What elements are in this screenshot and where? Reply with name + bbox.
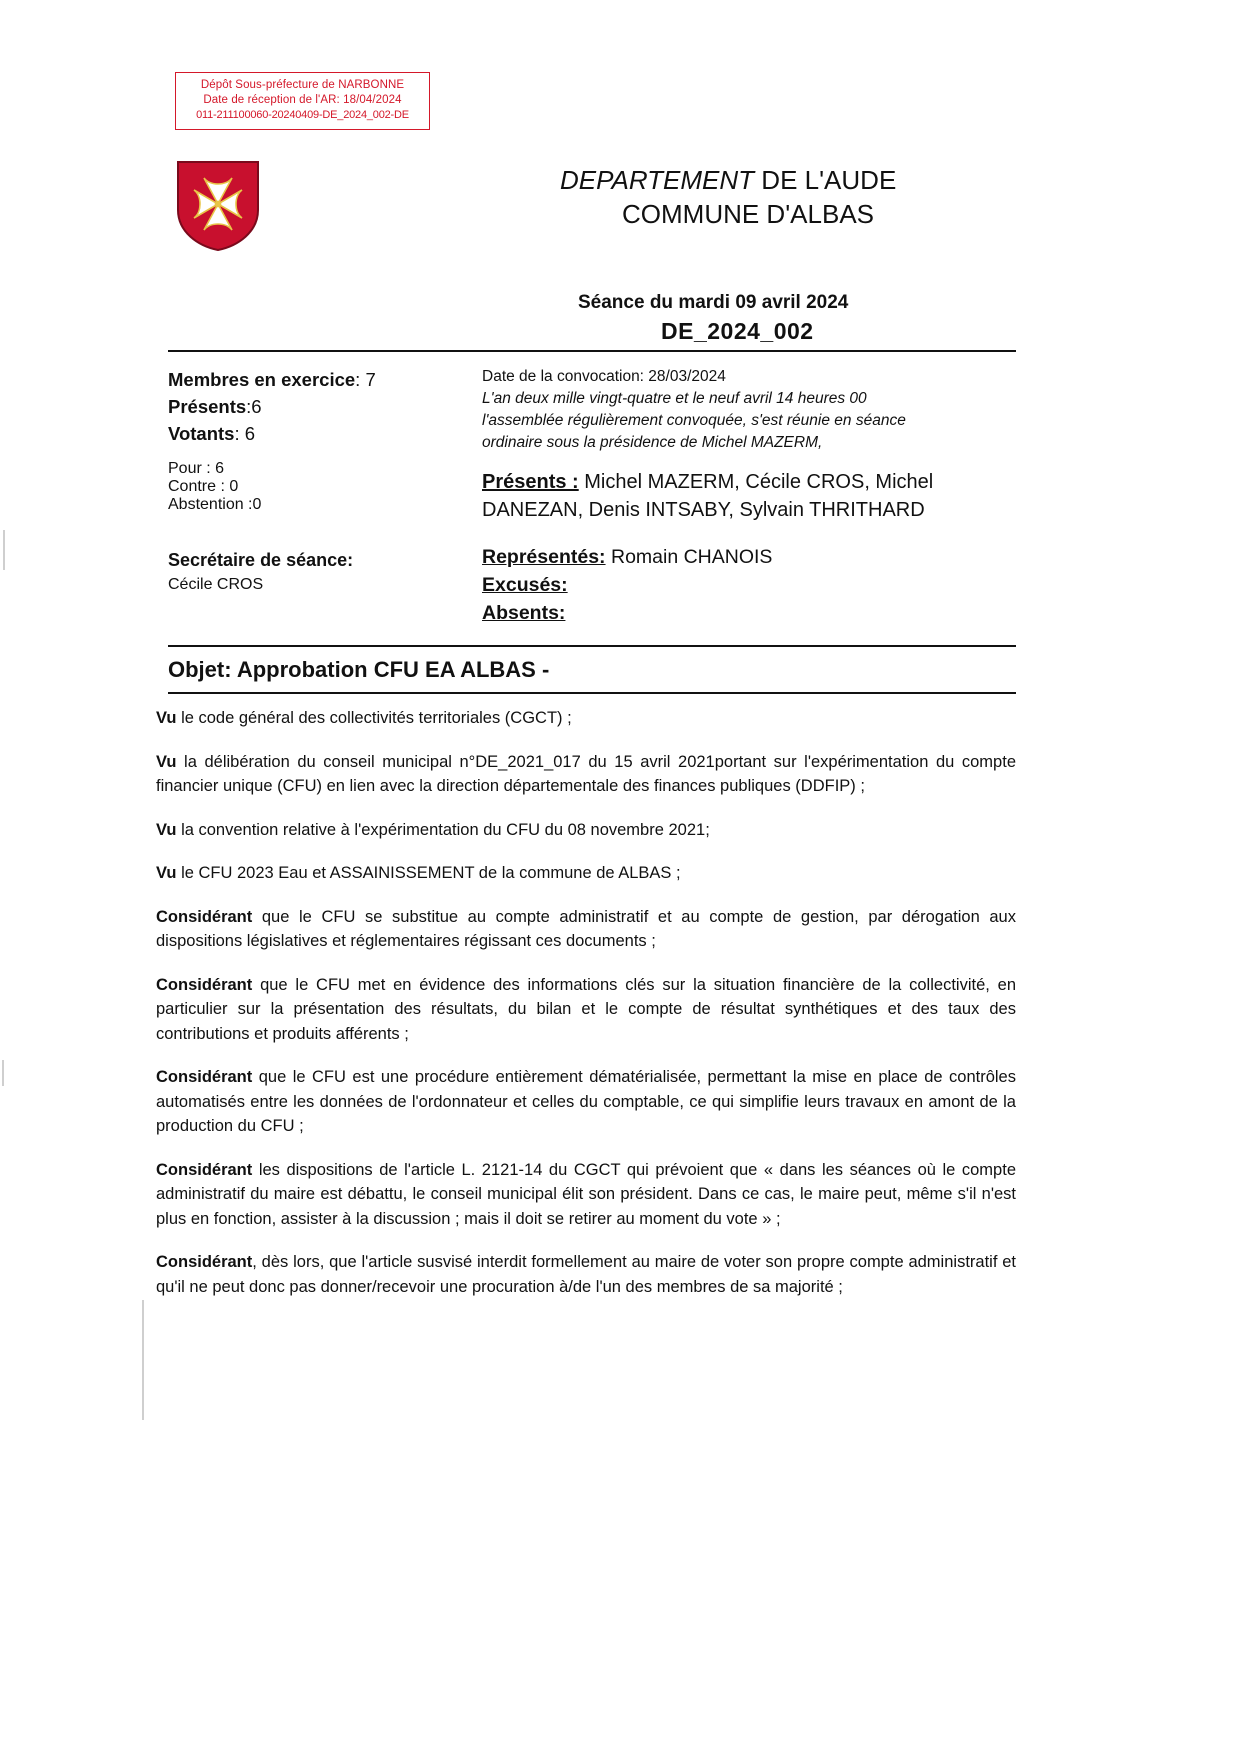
paragraph-text: la convention relative à l'expérimentation du CFU du 08 novembre 2021; (176, 820, 710, 839)
secretary-label: Secrétaire de séance: (168, 550, 354, 570)
paragraph-lead: Considérant (156, 907, 253, 926)
excuses-row (482, 571, 1022, 599)
membres-label: Membres en exercice (168, 369, 356, 390)
paragraph-lead: Vu (156, 709, 177, 727)
membres-en-exercice (168, 366, 468, 393)
divider-objet-bottom (168, 692, 1016, 694)
membres-value: : 7 (355, 369, 376, 390)
scan-artifact (3, 530, 5, 570)
presents-value: :6 (246, 396, 262, 417)
department-word-italic: DEPARTEMENT (560, 165, 755, 195)
representation-block (482, 543, 1022, 627)
session-date: Séance du mardi 09 avril 2024 (578, 292, 849, 313)
paragraph (156, 973, 1016, 1047)
presents-list-block (482, 468, 1027, 524)
paragraph (156, 1065, 1016, 1139)
paragraph (156, 861, 1016, 886)
session-intro-line-2: l'assemblée régulièrement convoquée, s'est réunie en séance (482, 412, 906, 429)
deliberation-number: DE_2024_002 (661, 318, 814, 344)
paragraph-lead: Vu (156, 752, 177, 771)
votants-label: Votants (168, 423, 235, 444)
paragraph (156, 750, 1016, 799)
paragraph (156, 905, 1016, 954)
representes-row (482, 543, 1022, 571)
absents-label: Absents: (482, 602, 566, 624)
presents-list-label: Présents : (482, 471, 579, 493)
paragraph-text: , dès lors, que l'article susvisé interdit formellement au maire de voter son propre compte administratif et qu'il ne peut donc pas donner/recevoir une procuration à/de l'un des membres de sa majorité ; (156, 1253, 1016, 1296)
presents-list-names: Michel MAZERM, Cécile CROS, Michel DANEZAN, Denis INTSABY, Sylvain THRITHARD (482, 471, 934, 521)
convocation-block (482, 366, 1022, 454)
convocation-date: Date de la convocation: 28/03/2024 (482, 368, 726, 385)
representes-label: Représentés: (482, 546, 606, 568)
absents-row (482, 599, 1022, 627)
vote-abstention: Abstention :0 (168, 496, 262, 513)
paragraph-text: le code général des collectivités territoriales (CGCT) ; (176, 709, 572, 727)
page-title: Objet: Approbation CFU EA ALBAS - (168, 657, 550, 682)
paragraph-lead: Vu (156, 820, 177, 839)
paragraph-lead: Considérant (156, 975, 253, 994)
scan-artifact (142, 1300, 144, 1420)
votants-value: : 6 (234, 423, 256, 444)
deposit-stamp (175, 72, 430, 130)
presents-label: Présents (168, 396, 247, 417)
paragraph-lead: Considérant (156, 1160, 253, 1179)
stamp-line-3: 011-211100060-20240409-DE_2024_002-DE (196, 109, 409, 121)
representes-names: Romain CHANOIS (605, 546, 773, 568)
vote-contre: Contre : 0 (168, 478, 239, 495)
paragraph-text: la délibération du conseil municipal n°DE_2021_017 du 15 avril 2021portant sur l'expérimentation du compte financier unique (CFU) en lien avec la direction départementale des finances publiques (DDFIP) ; (156, 752, 1016, 795)
coat-of-arms-icon (176, 160, 260, 252)
scan-artifact (2, 1060, 4, 1086)
deliberation-body (156, 706, 1016, 1318)
commune-title: COMMUNE D'ALBAS (622, 199, 875, 229)
paragraph-text: que le CFU met en évidence des informations clés sur la situation financière de la collectivité, en particulier sur la présentation des résultats, du bilan et le compte de résultat synthétiques et des taux des contributions et produits afférents ; (156, 975, 1016, 1043)
paragraph (156, 1158, 1016, 1232)
paragraph (156, 706, 1016, 731)
paragraph-text: que le CFU est une procédure entièrement dématérialisée, permettant la mise en place de contrôles automatisés entre les données de l'ordonnateur et celles du comptable, ce qui simplifie leurs travaux en amont de la production du CFU ; (156, 1068, 1016, 1135)
paragraph-lead: Considérant (156, 1253, 253, 1271)
stamp-line-1: Dépôt Sous-préfecture de NARBONNE (200, 79, 405, 91)
stamp-line-2: Date de réception de l'AR: 18/04/2024 (203, 94, 402, 106)
department-word-rest: DE L'AUDE (754, 165, 897, 195)
vote-tally (168, 460, 261, 514)
vote-pour: Pour : 6 (168, 460, 225, 477)
paragraph (156, 1250, 1016, 1299)
votants-count (168, 420, 468, 447)
department-title (560, 163, 896, 197)
session-intro-line-3: ordinaire sous la présidence de Michel MAZERM, (482, 434, 823, 451)
secretary-name: Cécile CROS (168, 576, 264, 593)
paragraph (156, 818, 1016, 843)
paragraph-text: le CFU 2023 Eau et ASSAINISSEMENT de la commune de ALBAS ; (176, 864, 681, 882)
paragraph-lead: Vu (156, 864, 177, 882)
secretary-block (168, 550, 353, 594)
session-intro-line-1: L'an deux mille vingt-quatre et le neuf avril 14 heures 00 (482, 390, 867, 407)
excuses-label: Excusés: (482, 574, 568, 596)
divider-top (168, 350, 1016, 352)
attendance-summary (168, 366, 468, 447)
divider-objet-top (168, 645, 1016, 647)
paragraph-text: que le CFU se substitue au compte administratif et au compte de gestion, par dérogation aux dispositions législatives et réglementaires régissant ces documents ; (156, 907, 1016, 950)
paragraph-text: les dispositions de l'article L. 2121-14 du CGCT qui prévoient que « dans les séances où le compte administratif du maire est débattu, le conseil municipal élit son président. Dans ce cas, le maire peut, même s'il n'est plus en fonction, assister à la discussion ; mais il doit se retirer au moment du vote » ; (156, 1160, 1016, 1228)
paragraph-lead: Considérant (156, 1068, 253, 1086)
presents-count (168, 393, 468, 420)
